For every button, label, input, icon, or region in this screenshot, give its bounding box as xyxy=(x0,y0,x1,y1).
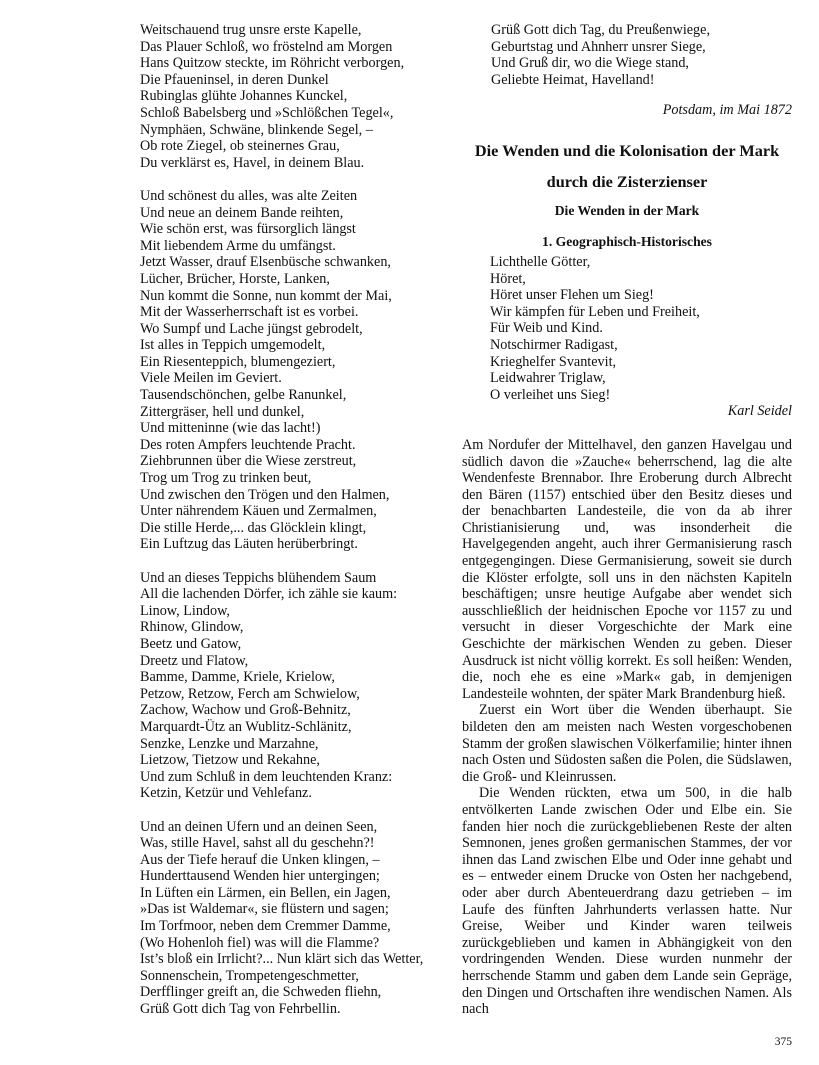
poem-line: Trog um Trog zu trinken beut, xyxy=(140,470,312,487)
poem-line: Du verklärst es, Havel, in deinem Blau. xyxy=(140,154,365,171)
poem-line: Linow, Lindow, xyxy=(140,602,230,619)
poem-line: Ist alles in Teppich umgemodelt, xyxy=(140,337,326,354)
poem-stanza xyxy=(140,22,450,171)
poem-line: Rubinglas glühte Johannes Kunckel, xyxy=(140,88,348,105)
poem-line: Die stille Herde,... das Glöcklein klingt, xyxy=(140,519,367,536)
poem-line: Schloß Babelsberg und »Schlößchen Tegel«, xyxy=(140,104,394,121)
section-heading: 1. Geographisch-Historisches xyxy=(542,233,712,249)
paragraph: Am Nordufer der Mittelhavel, den ganzen Havelgau und südlich davon die »Zauche« beherrschend, lag die alte Wendenfeste Brennabor. Ihre Eroberung durch Albrecht den Bären (1157) entschied über den Besitz dieses und der benachbarten Landesteile, die von da ab ihrer Christianisierung und, was insonderheit die Havelgegenden angeht, auch ihrer Germanisierung rasch entgegengingen. Diese Germanisierung, soweit sie durch die Klöster erfolgte, soll uns in den nächsten Kapiteln beschäftigen; unsre heutige Aufgabe aber wendet sich ausschließlich der heidnischen Epoche vor 1157 zu und versucht in dieser Vorgeschichte der Mark eine Geschichte der märkischen Wenden zu geben. Dieser Ausdruck ist nicht völlig korrekt. Es soll heißen: Wenden, die, noch ehe es eine »Mark« gab, in demjenigen Landesteile wohnten, der später Mark Brandenburg hieß. xyxy=(462,436,792,702)
verse-line: Wir kämpfen für Leben und Freiheit, xyxy=(490,303,700,320)
poem-line: Und an deinen Ufern und an deinen Seen, xyxy=(140,818,378,835)
epigraph xyxy=(462,254,792,403)
poem-line: Ein Luftzug das Läuten herüberbringt. xyxy=(140,536,358,553)
poem-line: Weitschauend trug unsre erste Kapelle, xyxy=(140,22,362,38)
poem-line: Das Plauer Schloß, wo fröstelnd am Morgen xyxy=(140,38,393,55)
poem-line: Und neue an deinem Bande reihten, xyxy=(140,204,344,221)
poem-line: Was, stille Havel, sahst all du geschehn?! xyxy=(140,835,375,852)
chapter-subtitle: Die Wenden in der Mark xyxy=(554,202,700,218)
verse-line: O verleihet uns Sieg! xyxy=(490,386,611,403)
poem-line: Und zum Schluß in dem leuchtenden Kranz: xyxy=(140,768,393,785)
poem-line: Viele Meilen im Geviert. xyxy=(140,370,282,387)
poem-line: Sonnenschein, Trompetengeschmetter, xyxy=(140,967,359,984)
poem-line: Des roten Ampfers leuchtende Pracht. xyxy=(140,436,356,453)
poem-line: Tausendschönchen, gelbe Ranunkel, xyxy=(140,387,347,404)
verse-line: Geliebte Heimat, Havelland! xyxy=(491,71,655,88)
poem-line: Rhinow, Glindow, xyxy=(140,619,244,636)
poem-line: »Das ist Waldemar«, sie flüstern und sagen; xyxy=(140,901,389,918)
poem-line: Derfflinger greift an, die Schweden fliehn, xyxy=(140,984,382,1001)
poem-line: Wo Sumpf und Lache jüngst gebrodelt, xyxy=(140,320,363,337)
page-number: 375 xyxy=(774,1036,792,1048)
verse-line: Höret unser Flehen um Sieg! xyxy=(490,287,654,304)
poem-line: Grüß Gott dich Tag von Fehrbellin. xyxy=(140,1001,341,1018)
poem-line: Ketzin, Ketzür und Vehlefanz. xyxy=(140,785,312,802)
verse-line: Und Gruß dir, wo die Wiege stand, xyxy=(491,55,689,72)
poem-line: Lietzow, Tietzow und Rekahne, xyxy=(140,752,320,769)
poem-line: Bamme, Damme, Kriele, Krielow, xyxy=(140,669,335,686)
poem-line: Ziehbrunnen über die Wiese zerstreut, xyxy=(140,453,357,470)
poem-line: Ein Riesenteppich, blumengeziert, xyxy=(140,353,336,370)
poem-line: Wie schön erst, was fürsorglich längst xyxy=(140,221,356,238)
poem-line: Und mitteninne (wie das lacht!) xyxy=(140,420,321,437)
poem-stanza xyxy=(140,819,450,1018)
epigraph-author: Karl Seidel xyxy=(727,403,792,420)
poem-line: Nun kommt die Sonne, nun kommt der Mai, xyxy=(140,287,392,304)
poem-stanza xyxy=(140,188,450,553)
date-line: Potsdam, im Mai 1872 xyxy=(662,102,792,119)
poem-line: Aus der Tiefe herauf die Unken klingen, – xyxy=(140,851,380,868)
closing-stanza xyxy=(462,22,792,88)
verse-line: Leidwahrer Triglaw, xyxy=(490,370,606,387)
left-column xyxy=(140,22,450,1034)
verse-line: Notschirmer Radigast, xyxy=(490,336,618,353)
verse-line: Krieghelfer Svantevit, xyxy=(490,353,617,370)
poem-line: All die lachenden Dörfer, ich zähle sie kaum: xyxy=(140,586,398,603)
poem-line: Lücher, Brücher, Horste, Lanken, xyxy=(140,270,330,287)
chapter-title-line1: Die Wenden und die Kolonisation der Mark xyxy=(474,140,780,160)
verse-line: Geburtstag und Ahnherr unsrer Siege, xyxy=(491,38,706,55)
poem-line: Jetzt Wasser, drauf Elsenbüsche schwanken, xyxy=(140,254,391,271)
poem-line: Im Torfmoor, neben dem Cremmer Damme, xyxy=(140,918,391,935)
body-text xyxy=(462,437,792,1018)
verse-line: Für Weib und Kind. xyxy=(490,320,603,337)
poem-line: Ob rote Ziegel, ob steinernes Grau, xyxy=(140,138,340,155)
poem-line: In Lüften ein Lärmen, ein Bellen, ein Jagen, xyxy=(140,884,391,901)
poem-line: Die Pfaueninsel, in deren Dunkel xyxy=(140,71,329,88)
poem-line: Hans Quitzow steckte, im Röhricht verborgen, xyxy=(140,55,405,72)
verse-line: Grüß Gott dich Tag, du Preußenwiege, xyxy=(491,22,710,38)
poem-line: (Wo Hohenloh fiel) was will die Flamme? xyxy=(140,934,380,951)
poem-line: Nymphäen, Schwäne, blinkende Segel, – xyxy=(140,121,373,138)
poem-line: Mit der Wasserherrschaft ist es vorbei. xyxy=(140,304,359,321)
poem-line: Mit liebendem Arme du umfängst. xyxy=(140,237,336,254)
right-column xyxy=(462,22,792,1018)
poem-line: Dreetz und Flatow, xyxy=(140,652,249,669)
poem-line: Zittergräser, hell und dunkel, xyxy=(140,403,305,420)
poem-stanza xyxy=(140,570,450,802)
poem-line: Petzow, Retzow, Ferch am Schwielow, xyxy=(140,685,360,702)
paragraph: Zuerst ein Wort über die Wenden überhaupt. Sie bildeten den am meisten nach Westen vorgeschobenen Stamm der großen slawischen Völkerfamilie; hinter ihnen nach Osten und Südosten saßen die Polen, die Südslawen, die Groß- und Kleinrussen. xyxy=(462,702,792,785)
poem-line: Zachow, Wachow und Groß-Behnitz, xyxy=(140,702,351,719)
poem-line: Marquardt-Ütz an Wublitz-Schlänitz, xyxy=(140,718,352,735)
poem-line: Unter nährendem Käuen und Zermalmen, xyxy=(140,503,377,520)
poem-line: Und an dieses Teppichs blühendem Saum xyxy=(140,569,377,586)
poem-line: Und schönest du alles, was alte Zeiten xyxy=(140,187,358,204)
verse-line: Höret, xyxy=(490,270,526,287)
verse-line: Lichthelle Götter, xyxy=(490,253,591,270)
poem-line: Hunderttausend Wenden hier untergingen; xyxy=(140,868,380,885)
chapter-title-line2: durch die Zisterzienser xyxy=(546,171,708,191)
paragraph: Die Wenden rückten, etwa um 500, in die halb entvölkerten Lande zwischen Oder und Elbe ein. Sie fanden hier noch die zurückgebliebenen Reste der alten Semnonen, jenes großen germanischen Stammes, der vor ihnen das Land zwischen Elbe und Oder inne gehabt und es – entweder einem Drucke von Osten her nachgebend, oder aber durch Abenteuerdrang dazu getrieben – im Laufe des fünften Jahrhunderts verlassen hatte. Nur Greise, Weiber und Kinder waren teilweis zurückgeblieben und kamen in Abhängigkeit von den vordringenden Wenden. Diese wurden nunmehr der herrschende Stamm und gaben dem Lande sein Gepräge, den Dingen und Ortschaften ihre wendischen Namen. Als nach xyxy=(462,785,792,1018)
poem-line: Senzke, Lenzke und Marzahne, xyxy=(140,735,319,752)
poem-line: Beetz und Gatow, xyxy=(140,635,242,652)
poem-line: Ist’s bloß ein Irrlicht?... Nun klärt sich das Wetter, xyxy=(140,951,424,968)
poem-line: Und zwischen den Trögen und den Halmen, xyxy=(140,486,390,503)
